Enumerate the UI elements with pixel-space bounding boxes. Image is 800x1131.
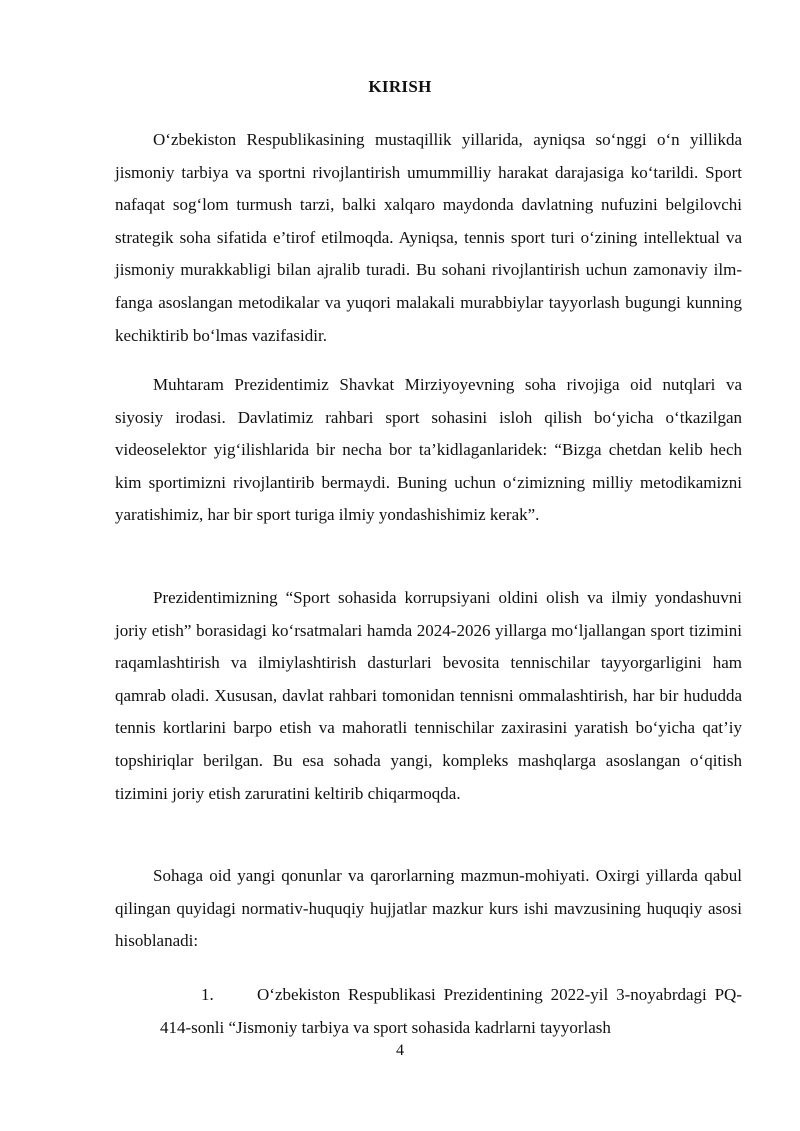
list-item-number: 1. bbox=[201, 985, 214, 1004]
section-heading: KIRISH bbox=[368, 77, 432, 96]
list-item-1 bbox=[160, 979, 742, 1044]
list-item-text: O‘zbekiston Respublikasi Prezidentining 2022-yil 3-noyabrdagi PQ-414-sonli “Jismoniy tarbiya va sport sohasida kadrlarni tayyorlash bbox=[160, 985, 742, 1037]
paragraph-1: O‘zbekiston Respublikasining mustaqillik yillarida, ayniqsa so‘nggi o‘n yillikda jismoniy tarbiya va sportni rivojlantirish umummilliy harakat darajasiga ko‘tarildi. Sport nafaqat sog‘lom turmush tarzi, balki xalqaro maydonda davlatning nufuzini belgilovchi strategik soha sifatida e’tirof etilmoqda. Ayniqsa, tennis sport turi o‘zining intellektual va jismoniy murakkabligi bilan ajralib turadi. Bu sohani rivojlantirish uchun zamonaviy ilm-fanga asoslangan metodikalar va yuqori malakali murabbiylar tayyorlash bugungi kunning kechiktirib bo‘lmas vazifasidir. bbox=[115, 130, 742, 345]
paragraph-4: Sohaga oid yangi qonunlar va qarorlarning mazmun-mohiyati. Oxirgi yillarda qabul qilingan quyidagi normativ-huquqiy hujjatlar mazkur kurs ishi mavzusining huquqiy asosi hisoblanadi: bbox=[115, 866, 742, 951]
paragraph-3: Prezidentimizning “Sport sohasida korrupsiyani oldini olish va ilmiy yondashuvni joriy etish” borasidagi ko‘rsatmalari hamda 2024-2026 yillarga mo‘ljallangan sport tizimini raqamlashtirish va ilmiylashtirish dasturlari bevosita tennischilar tayyorgarligini ham qamrab oladi. Xususan, davlat rahbari tomonidan tennisni ommalashtirish, har bir hududda tennis kortlarini barpo etish va mahoratli tennischilar zaxirasini yaratish bo‘yicha qat’iy topshiriqlar berilgan. Bu esa sohada yangi, kompleks mashqlarga asoslangan o‘qitish tizimini joriy etish zaruratini keltirib chiqarmoqda. bbox=[115, 588, 742, 803]
page-number: 4 bbox=[396, 1042, 404, 1059]
paragraph-2: Muhtaram Prezidentimiz Shavkat Mirziyoyevning soha rivojiga oid nutqlari va siyosiy irodasi. Davlatimiz rahbari sport sohasini isloh qilish bo‘yicha o‘tkazilgan videoselektor yig‘ilishlarida bir necha bor ta’kidlaganlaridek: “Bizga chetdan kelib hech kim sportimizni rivojlantirib bermaydi. Buning uchun o‘zimizning milliy metodikamizni yaratishimiz, har bir sport turiga ilmiy yondashishimiz kerak”. bbox=[115, 375, 742, 525]
